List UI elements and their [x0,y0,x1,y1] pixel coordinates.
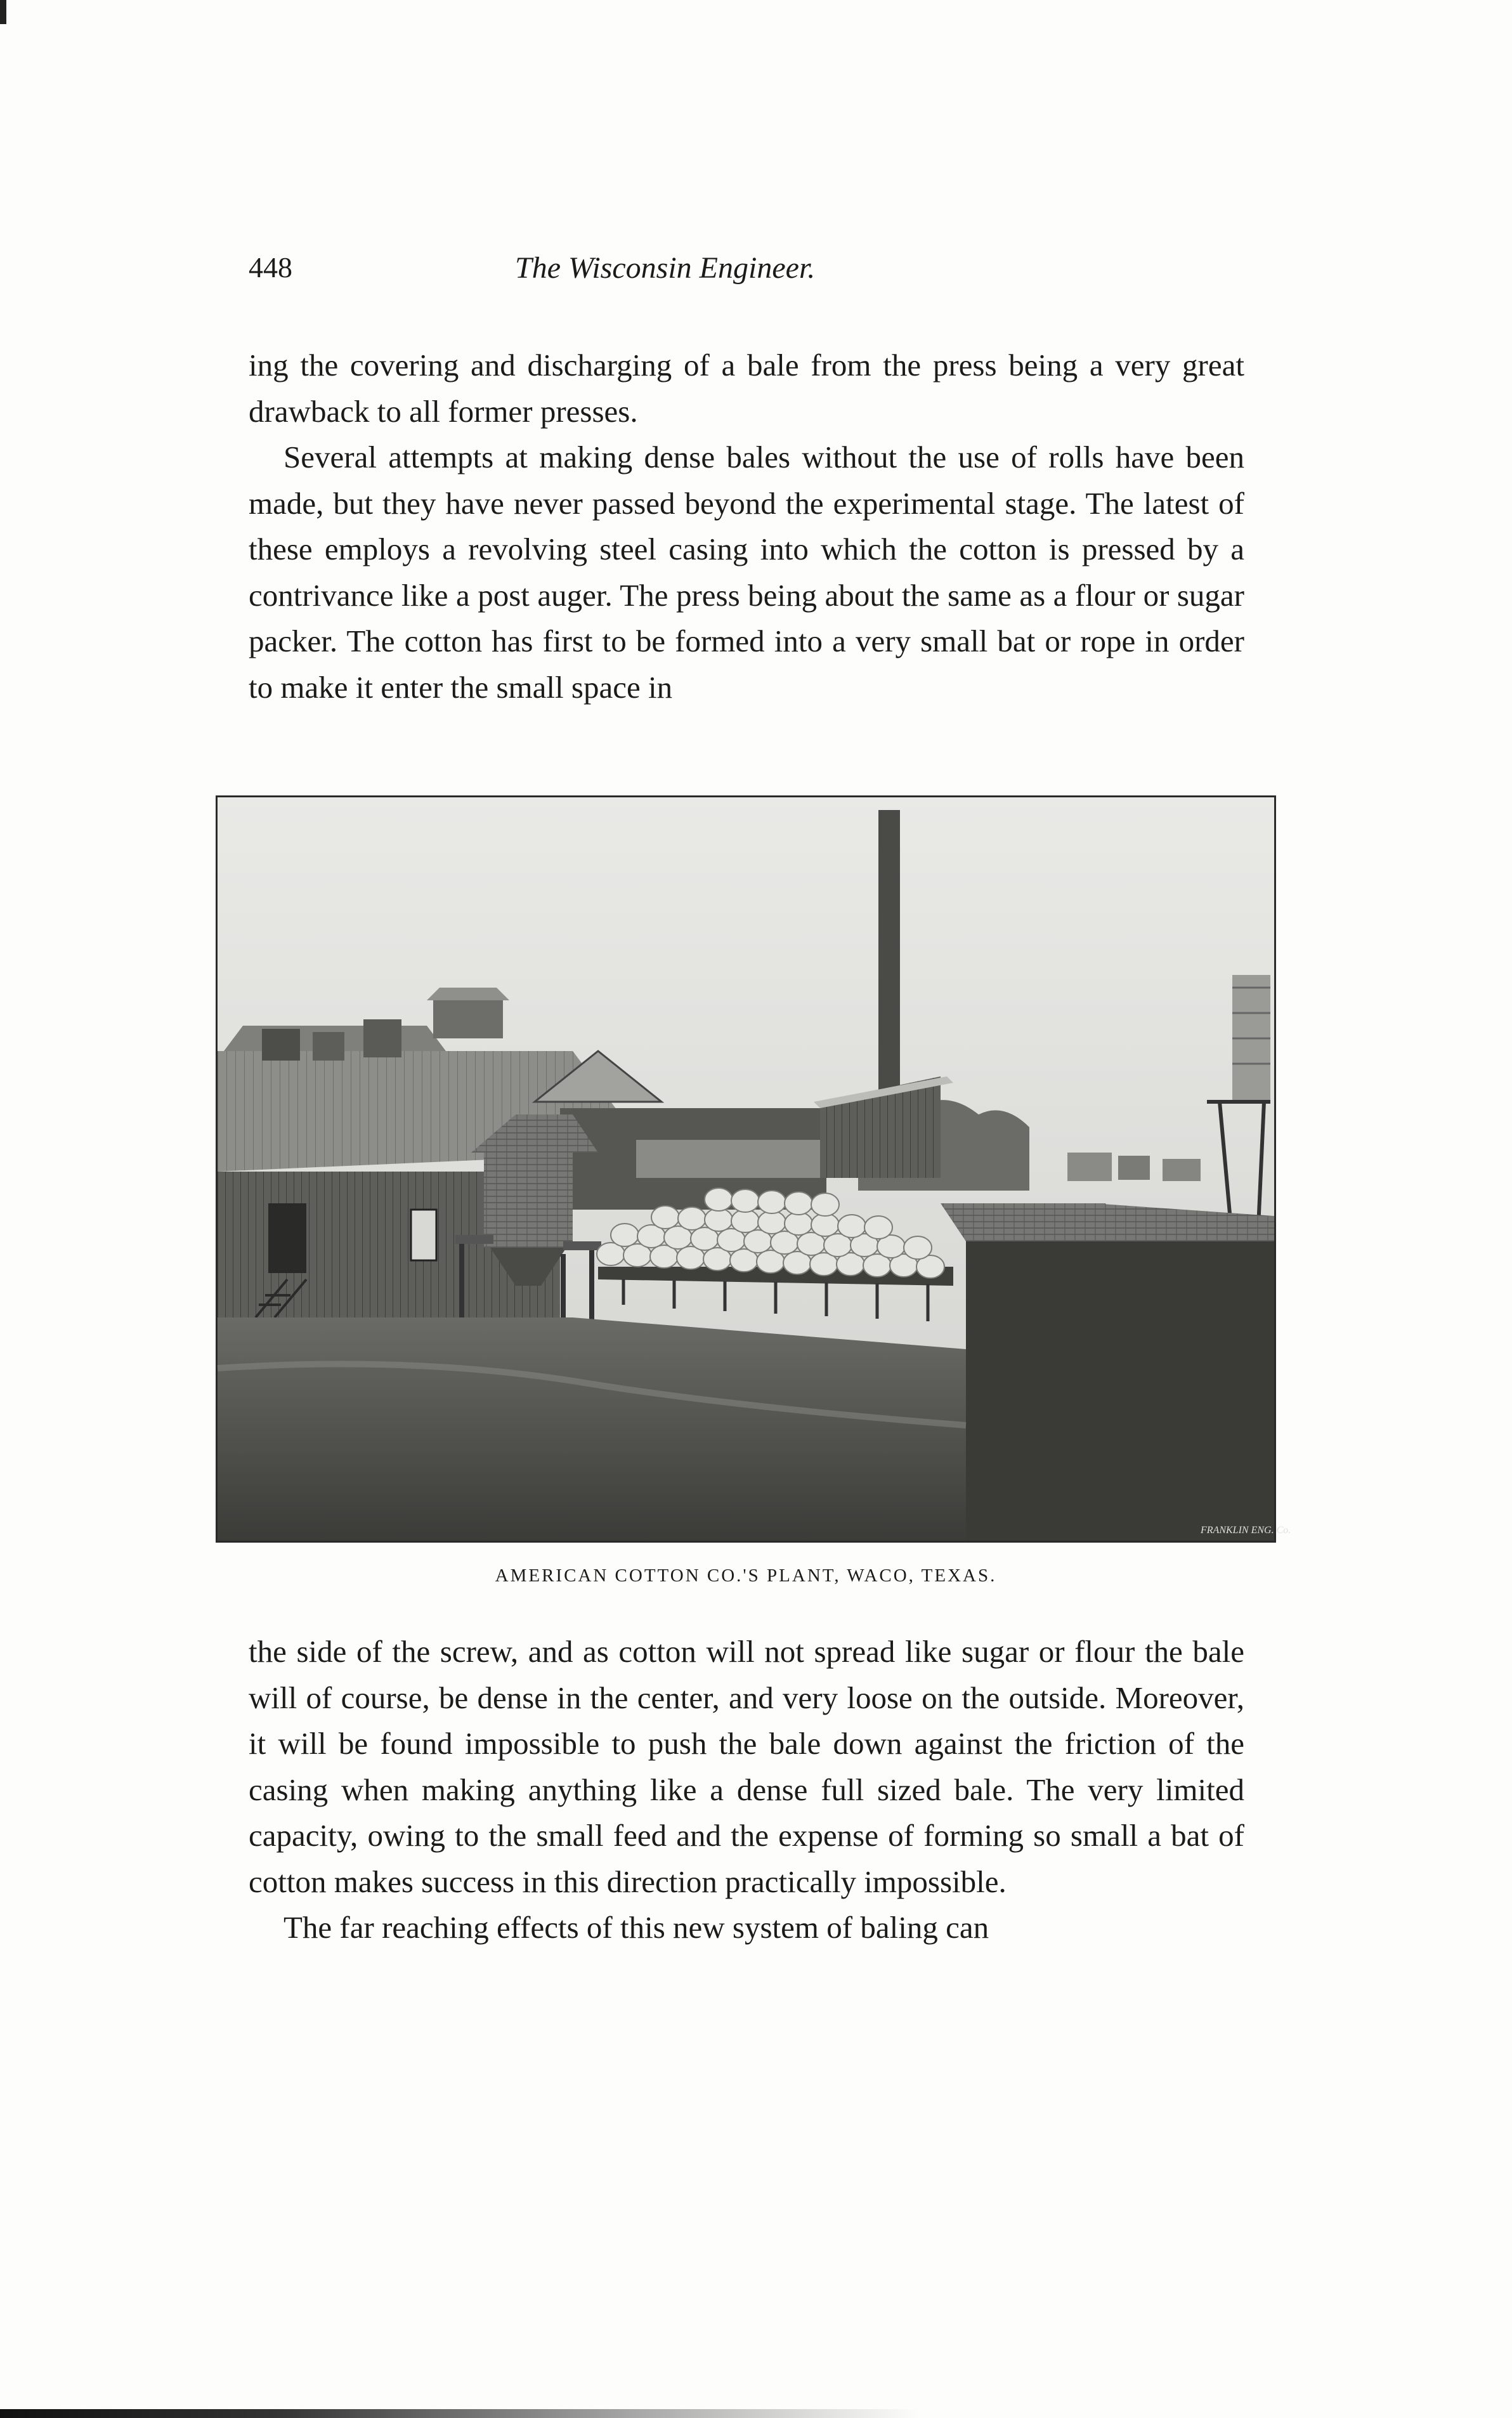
right-shed [941,1203,1274,1541]
engraver-mark: FRANKLIN ENG. Co. [1201,1525,1291,1536]
scan-bottom-edge [0,2409,920,2418]
figure-caption: AMERICAN COTTON CO.'S PLANT, WACO, TEXAS. [495,1565,997,1586]
page-number: 448 [249,251,292,284]
page-header [249,251,1244,295]
ground [218,1317,966,1541]
plant-photograph [216,795,1291,1543]
paragraph: Several attempts at making dense bales without the use of rolls have been made, but they have never passed beyond the experimental stage. The latest of these employs a revolving steel casing into which the cotton is pressed by a contrivance like a post auger. The press being about the same as a flour or sugar packer. The cotton has first to be formed into a very small bat or rope in order to make it enter the small space in [249,440,1244,705]
running-title: The Wisconsin Engineer. [515,251,816,285]
paragraph: the side of the screw, and as cotton will not spread like sugar or flour the bale will of course, be dense in the center, and very loose on the outside. Moreover, it will be found impossible to push the bale down against the friction of the casing when making anything like a dense full sized bale. The very limited capacity, owing to the small feed and the expense of forming so small a bat of cotton makes success in this direction practically impossible. [249,1634,1244,1899]
body-text-bottom [249,1629,1244,1951]
paragraph: The far reaching effects of this new system of baling can [284,1910,989,1945]
paragraph: ing the covering and discharging of a bale from the press being a very great drawback to all former presses. [249,348,1244,429]
body-text-top [249,343,1244,710]
scan-edge-mark [0,0,6,24]
